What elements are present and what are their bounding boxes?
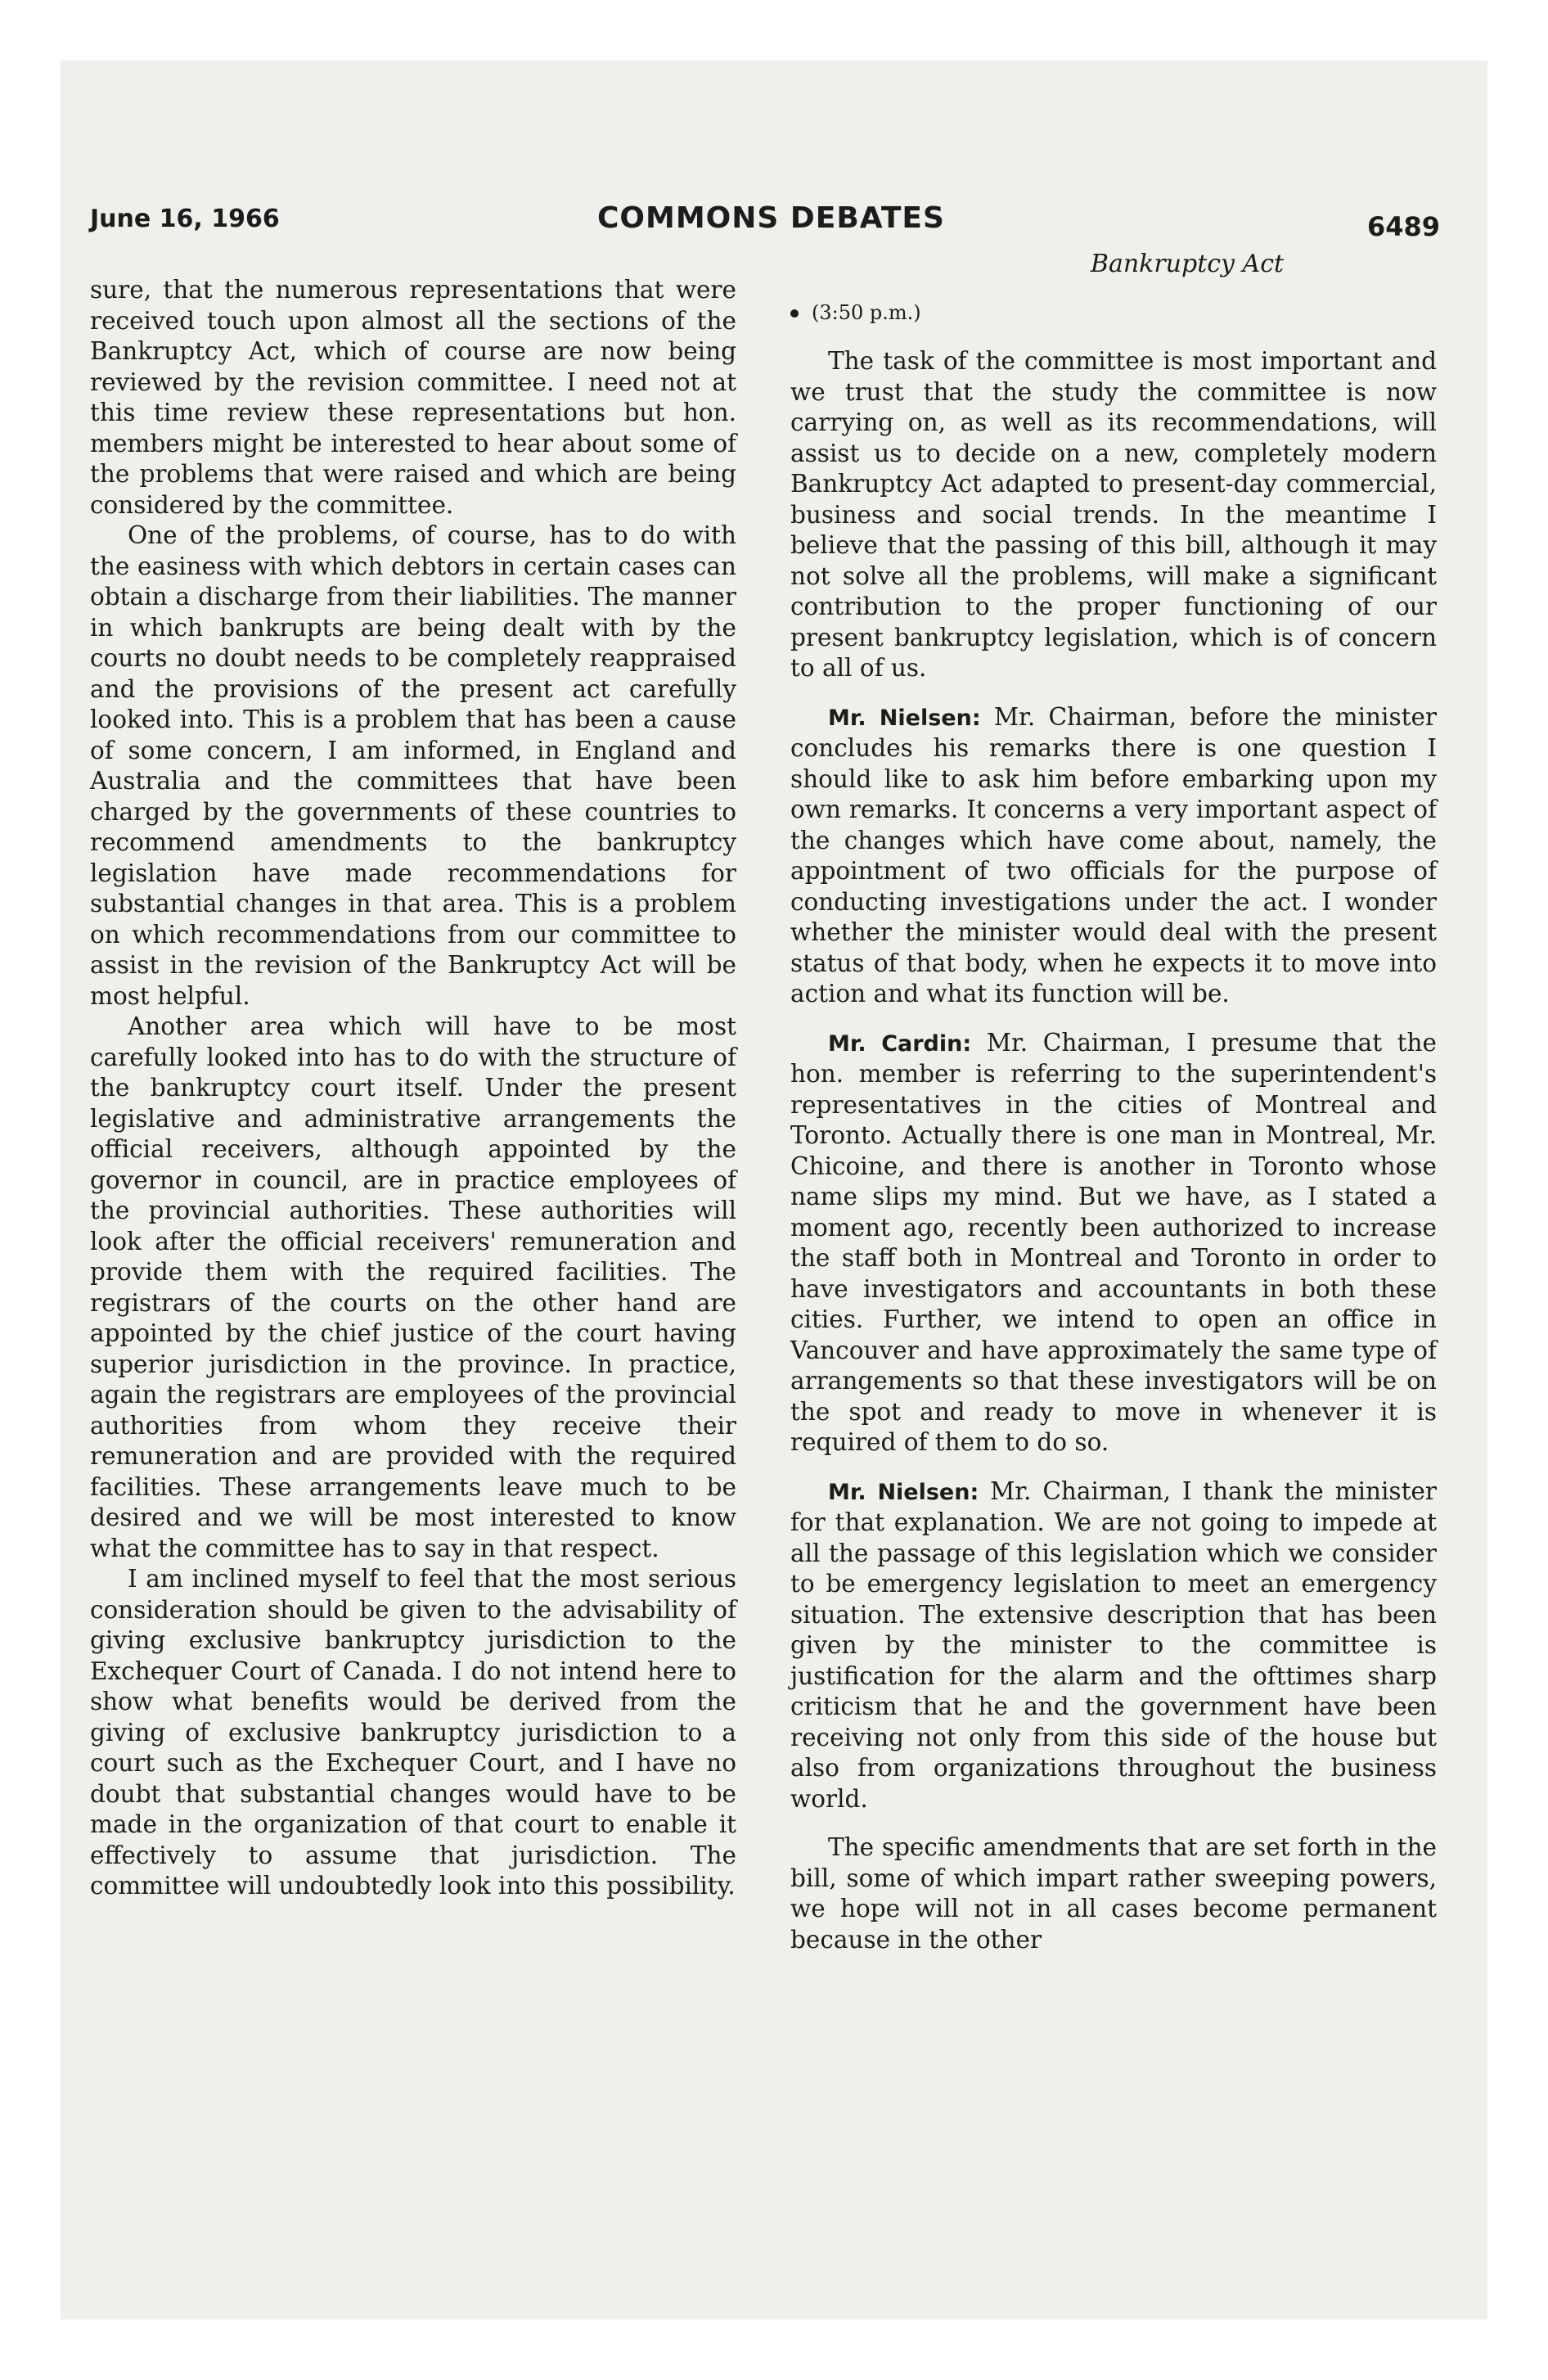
speaker-name: Mr. Cardin: (828, 1030, 972, 1057)
running-subject: Bankruptcy Act (1090, 250, 1285, 278)
right-column (790, 249, 1437, 1955)
bullet-icon (790, 309, 799, 318)
speaker-name: Mr. Nielsen: (828, 1479, 979, 1505)
header-date: June 16, 1966 (90, 205, 280, 233)
left-paragraph-3: Another area which will have to be most carefully looked into has to do with the structure of the bankruptcy court itself. Under the present legislative and administrative arrangements the official receivers, although appointed by the governor in council, are in practice employees of the provincial authorities. These authorities will look after the official receivers' remuneration and provide them with the required facilities. The registrars of the courts on the other hand are appointed by the chief justice of the court having superior jurisdiction in the province. In practice, again the registrars are employees of the provincial authorities from whom they receive their remuneration and are provided with the required facilities. These arrangements leave much to be desired and we will be most interested to know what the committee has to say in that respect. (90, 1012, 736, 1562)
speaker-name: Mr. Nielsen: (828, 705, 981, 731)
speech-text: Mr. Chairman, I thank the minister for that explanation. We are not going to impede at all the passage of this legislation which we consider to be emergency legislation to meet an emergency situation. The extensive description that has been given by the minister to the committee is justification for the alarm and the ofttimes sharp criticism that he and the government have been receiving not only from this side of the house but also from organizations throughout the business world. (790, 1476, 1437, 1813)
page-number: 6489 (1366, 211, 1440, 242)
right-paragraph-1: The task of the committee is most important and we trust that the study the committee is now carrying on, as well as its recommendations, will assist us to decide on a new, completely modern Bankruptcy Act adapted to present-day commercial, business and social trends. In the meantime I believe that the passing of this bill, although it may not solve all the problems, will make a significant contribution to the proper functioning of our present bankruptcy legislation, which is of concern to all of us. (790, 347, 1437, 682)
speech-nielsen-2 (790, 1476, 1437, 1815)
speech-cardin (790, 1028, 1437, 1458)
right-paragraph-last: The specific amendments that are set forth in the bill, some of which impart rather sweeping powers, we hope will not in all cases become permanent because in the other (790, 1833, 1437, 1954)
timestamp (790, 298, 1437, 329)
left-paragraph-1: sure, that the numerous representations that were received touch upon almost all the sections of the Bankruptcy Act, which of course are now being reviewed by the revision committee. I need not at this time review these representations but hon. members might be interested to hear about some of the problems that were raised and which are being considered by the committee. (90, 276, 736, 519)
timestamp-text: (3:50 p.m.) (812, 300, 921, 324)
page-header (90, 200, 1440, 249)
speech-text: Mr. Chairman, before the minister concludes his remarks there is one question I should like to ask him before embarking upon my own remarks. It concerns a very important aspect of the changes which have come about, namely, the appointment of two officials for the purpose of conducting investigations under the act. I wonder whether the minister would deal with the present status of that body, when he expects it to move into action and what its function will be. (790, 702, 1437, 1007)
header-title: COMMONS DEBATES (597, 201, 945, 235)
left-paragraph-4: I am inclined myself to feel that the most serious consideration should be given to the advisability of giving exclusive bankruptcy jurisdiction to the Exchequer Court of Canada. I do not intend here to show what benefits would be derived from the giving of exclusive bankruptcy jurisdiction to a court such as the Exchequer Court, and I have no doubt that substantial changes would have to be made in the organization of that court to enable it effectively to assume that jurisdiction. The committee will undoubtedly look into this possibility. (90, 1565, 736, 1900)
speech-nielsen-1 (790, 702, 1437, 1010)
speech-text: Mr. Chairman, I presume that the hon. member is referring to the superintendent's representatives in the cities of Montreal and Toronto. Actually there is one man in Montreal, Mr. Chicoine, and there is another in Toronto whose name slips my mind. But we have, as I stated a moment ago, recently been authorized to increase the staff both in Montreal and Toronto in order to have investigators and accountants in both these cities. Further, we intend to open an office in Vancouver and have approximately the same type of arrangements so that these investigators will be on the spot and ready to move in whenever it is required of them to do so. (790, 1028, 1437, 1456)
left-column (90, 275, 736, 1902)
left-paragraph-2: One of the problems, of course, has to do with the easiness with which debtors in certain cases can obtain a discharge from their liabilities. The manner in which bankrupts are being dealt with by the courts no doubt needs to be completely reappraised and the provisions of the present act carefully looked into. This is a problem that has been a cause of some concern, I am informed, in England and Australia and the committees that have been charged by the governments of these countries to recommend amendments to the bankruptcy legislation have made recommendations for substantial changes in that area. This is a problem on which recommendations from our committee to assist in the revision of the Bankruptcy Act will be most helpful. (90, 521, 736, 1010)
hansard-page (90, 200, 1440, 2131)
